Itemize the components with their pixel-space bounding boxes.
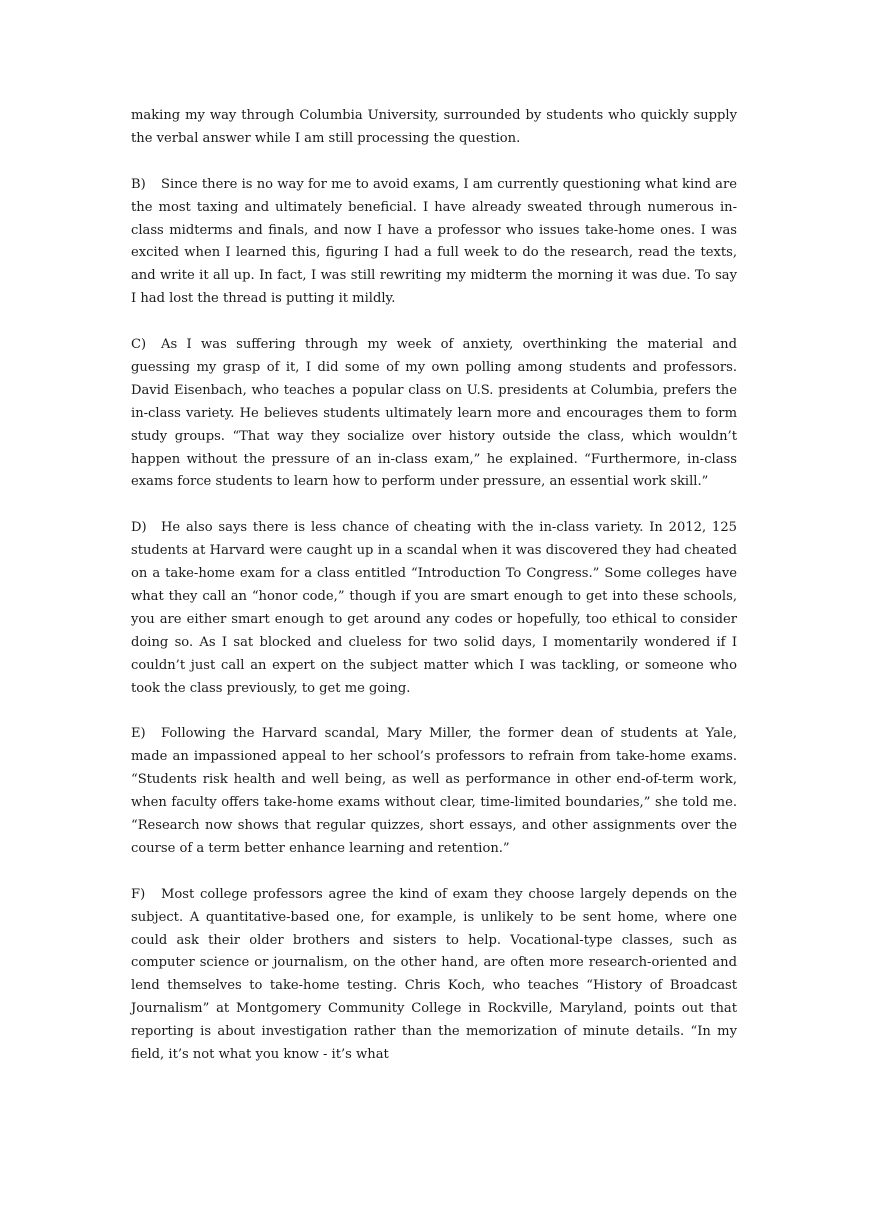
paragraph-f bbox=[131, 884, 737, 1067]
paragraph-label: F) bbox=[131, 886, 146, 902]
paragraph-label: B) bbox=[131, 176, 146, 192]
paragraph-label: E) bbox=[131, 726, 146, 742]
paragraph-d bbox=[131, 517, 737, 700]
paragraph-a-continued bbox=[131, 105, 737, 151]
paragraph-text: He also says there is less chance of cheating with the in-class variety. In 2012, 125 students at Harvard were caught up in a scandal when it was discovered they had cheated on a take-home exam for a class entitled “Introduction To Congress.” Some colleges have what they call an “honor code,” though if you are smart enough to get into these schools, you are either smart enough to get around any codes or hopefully, too ethical to consider doing so. As I sat blocked and clueless for two solid days, I momentarily wondered if I couldn’t just call an expert on the subject matter which I was tackling, or someone who took the class previously, to get me going. bbox=[131, 520, 737, 696]
document-page bbox=[131, 105, 737, 1090]
paragraph-text: Following the Harvard scandal, Mary Miller, the former dean of students at Yale, made an impassioned appeal to her school’s professors to refrain from take-home exams. “Students risk health and well being, as well as performance in other end-of-term work, when faculty offers take-home exams without clear, time-limited boundaries,” she told me. “Research now shows that regular quizzes, short essays, and other assignments over the course of a term better enhance learning and retention.” bbox=[131, 726, 737, 856]
paragraph-e bbox=[131, 723, 737, 860]
paragraph-c bbox=[131, 334, 737, 494]
paragraph-text: making my way through Columbia University, surrounded by students who quickly supply the verbal answer while I am still processing the question. bbox=[131, 108, 737, 146]
paragraph-label: D) bbox=[131, 520, 147, 536]
paragraph-text: Most college professors agree the kind of exam they choose largely depends on the subject. A quantitative-based one, for example, is unlikely to be sent home, where one could ask their older brothers and sisters to help. Vocational-type classes, such as computer science or journalism, on the other hand, are often more research-oriented and lend themselves to take-home testing. Chris Koch, who teaches “History of Broadcast Journalism” at Montgomery Community College in Rockville, Maryland, points out that reporting is about investigation rather than the memorization of minute details. “In my field, it’s not what you know - it’s what bbox=[131, 886, 737, 1063]
paragraph-label: C) bbox=[131, 337, 147, 353]
paragraph-b bbox=[131, 174, 737, 311]
paragraph-text: Since there is no way for me to avoid exams, I am currently questioning what kind are the most taxing and ultimately beneficial. I have already sweated through numerous in-class midterms and finals, and now I have a professor who issues take-home ones. I was excited when I learned this, figuring I had a full week to do the research, read the texts, and write it all up. In fact, I was still rewriting my midterm the morning it was due. To say I had lost the thread is putting it mildly. bbox=[131, 176, 737, 307]
paragraph-text: As I was suffering through my week of anxiety, overthinking the material and guessing my grasp of it, I did some of my own polling among students and professors. David Eisenbach, who teaches a popular class on U.S. presidents at Columbia, prefers the in-class variety. He believes students ultimately learn more and encourages them to form study groups. “That way they socialize over history outside the class, which wouldn’t happen without the pressure of an in-class exam,” he explained. “Furthermore, in-class exams force students to learn how to perform under pressure, an essential work skill.” bbox=[131, 337, 737, 490]
